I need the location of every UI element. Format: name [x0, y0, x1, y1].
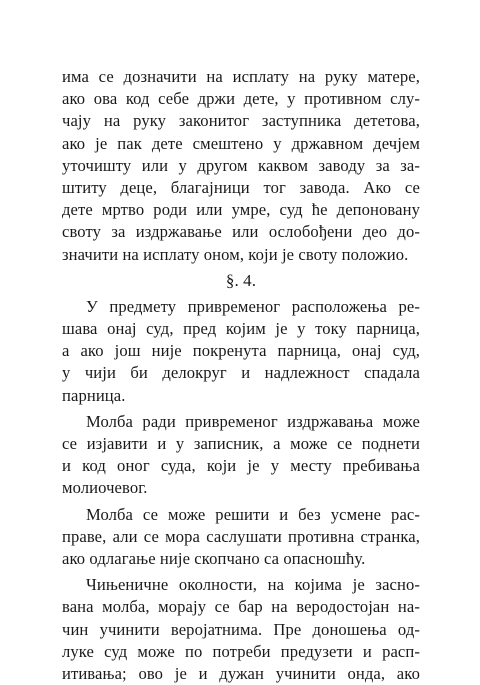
paragraph-1	[62, 296, 420, 407]
text-line: своту за издржавање или ослобођени део до-	[62, 222, 420, 242]
text-line: итивања; ово је и дужан учинити онда, ако	[62, 663, 420, 683]
text-line: шава онај суд, пред којим је у току парница,	[62, 319, 420, 339]
text-line: значити на исплату оном, који је своту положио.	[62, 244, 409, 264]
paragraph-3	[62, 504, 420, 571]
text-line: вана молба, морају се бар на веродостојан на-	[62, 597, 420, 617]
text-line: молиочевог.	[62, 478, 148, 498]
text-line: ако је пак дете смештено у државном дечјем	[62, 133, 420, 153]
text-line: и код оног суда, који је у месту пребивања	[62, 456, 420, 476]
text-line: уточишту или у другом каквом заводу за за-	[62, 155, 420, 175]
text-line: луке суд може по потреби предузети и расп-	[62, 641, 420, 661]
text-line: дете мртво роди или умре, суд ће депоновану	[62, 200, 420, 220]
text-line: У предмету привременог расположења ре-	[86, 296, 420, 316]
text-line: се изјавити и у записник, а може се поднети	[62, 434, 420, 453]
text-line: има се дозначити на исплату на руку матере,	[62, 67, 420, 86]
text-line: чају на руку законитог заступника дететова,	[62, 111, 420, 131]
paragraph-continuation	[62, 66, 420, 266]
text-line: штиту деце, благајници тог завода. Ако се	[62, 177, 420, 197]
document-page	[62, 66, 420, 685]
text-line: ако одлагање није скопчано са опасношћу.	[62, 548, 366, 568]
text-line: Молба се може решити и без усмене рас-	[86, 504, 420, 524]
paragraph-2	[62, 411, 420, 500]
text-line: а ако још није покренута парница, онај суд,	[62, 341, 420, 361]
text-line: праве, али се мора саслушати противна странка,	[62, 526, 420, 546]
paragraph-4	[62, 574, 420, 685]
text-line: Чињеничне околности, на којима је засно-	[86, 575, 420, 595]
text-line: у чији би делокруг и надлежност спадала	[62, 363, 420, 383]
text-line: ако ова код себе држи дете, у противном слу-	[62, 89, 420, 109]
section-heading: §. 4.	[225, 270, 257, 290]
text-line: парница.	[62, 385, 126, 405]
text-line: чин учинити вероjатнима. Пре доношења од-	[62, 619, 420, 639]
text-line: Молба ради привременог издржавања може	[86, 411, 420, 431]
